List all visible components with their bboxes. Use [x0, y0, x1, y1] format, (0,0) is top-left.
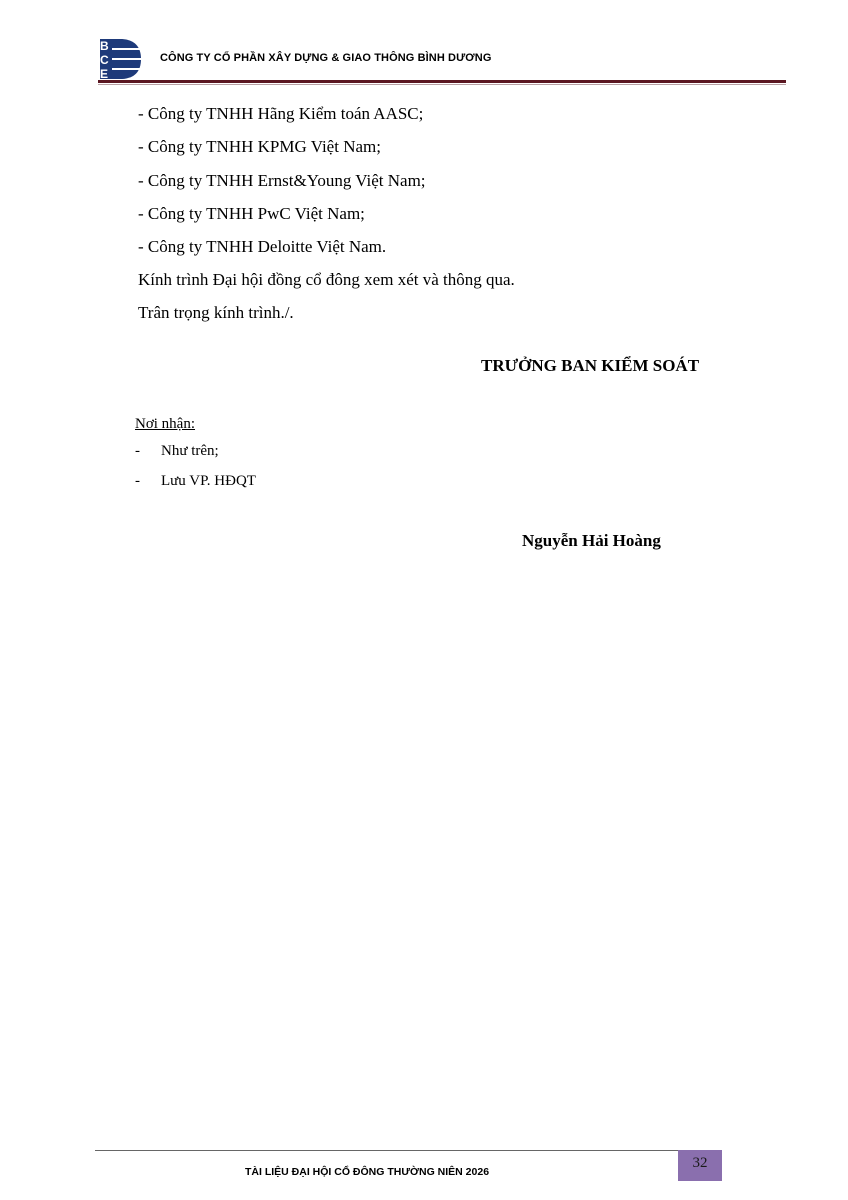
svg-text:B: B: [100, 39, 109, 53]
signer-name: Nguyễn Hải Hoàng: [522, 531, 661, 550]
recipient-text: Lưu VP. HĐQT: [161, 473, 256, 489]
closing-text: Trân trọng kính trình./.: [138, 303, 294, 322]
recipient-item: [135, 443, 219, 460]
auditor-item: - Công ty TNHH KPMG Việt Nam;: [138, 137, 381, 156]
header-rule: [98, 80, 786, 83]
auditor-item: - Công ty TNHH PwC Việt Nam;: [138, 204, 365, 223]
recipient-dash: -: [135, 443, 140, 459]
auditor-item: - Công ty TNHH Hãng Kiểm toán AASC;: [138, 104, 424, 123]
company-name: CÔNG TY CỔ PHẦN XÂY DỰNG & GIAO THÔNG BÌNH DƯƠNG: [160, 52, 492, 64]
recipient-dash: -: [135, 473, 140, 489]
svg-text:E: E: [100, 67, 109, 80]
recipient-text: Như trên;: [161, 443, 219, 459]
recipient-item: [135, 473, 256, 490]
recipients-label: Nơi nhận:: [135, 416, 196, 432]
company-logo: [98, 38, 142, 80]
page-header: [98, 38, 786, 88]
signature-title: TRƯỞNG BAN KIỂM SOÁT: [481, 356, 700, 375]
auditor-item: - Công ty TNHH Ernst&Young Việt Nam;: [138, 171, 426, 190]
footer-title: TÀI LIỆU ĐẠI HỘI CỔ ĐÔNG THƯỜNG NIÊN 2026: [245, 1166, 490, 1178]
svg-text:C: C: [100, 53, 109, 67]
auditor-item: - Công ty TNHH Deloitte Việt Nam.: [138, 237, 387, 256]
header-rule-thin: [98, 84, 786, 85]
submission-text: Kính trình Đại hội đồng cổ đông xem xét và thông qua.: [138, 270, 515, 289]
page-number: 32: [678, 1150, 722, 1181]
footer-rule: [95, 1150, 678, 1151]
